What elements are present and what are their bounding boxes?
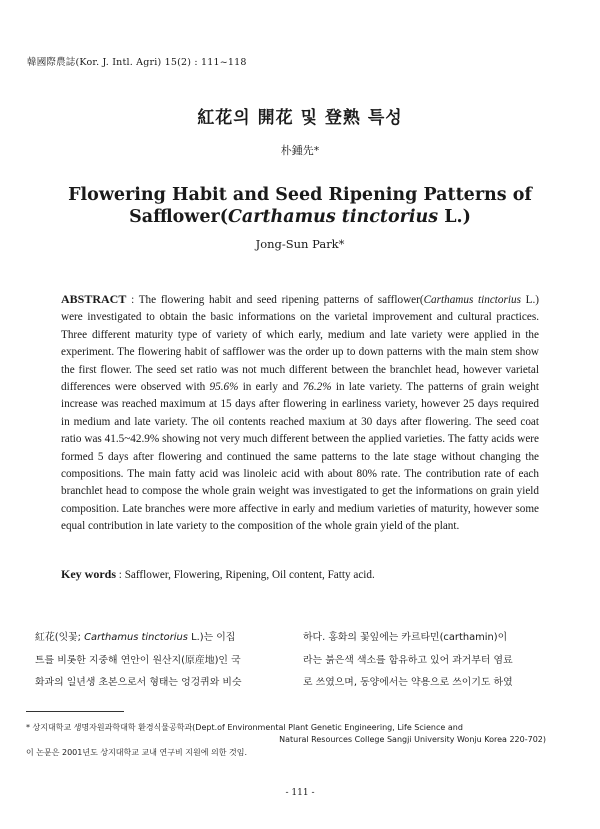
abstract-scientific-name: Carthamus tinctorius bbox=[423, 294, 521, 306]
abstract-label: ABSTRACT bbox=[61, 292, 127, 306]
body-line: 하다. 홍화의 꽃잎에는 카르타민(carthamin)이 bbox=[303, 632, 508, 643]
footnote-funding: 이 논문은 2001년도 상지대학교 교내 연구비 지원에 의한 것임. bbox=[26, 748, 247, 757]
scientific-name: Carthamus tinctorius bbox=[227, 207, 439, 227]
body-line: 화과의 일년생 초본으로서 형태는 엉겅퀴와 비슷 bbox=[35, 677, 242, 689]
footnote-affiliation-cont: Natural Resources College Sangji University Wonju Korea 220-702) bbox=[279, 735, 546, 744]
korean-title: 紅花의 開花 및 登熟 특성 bbox=[197, 108, 403, 128]
keywords-label: Key words bbox=[61, 567, 116, 581]
english-title bbox=[0, 184, 600, 228]
body-line: 로 쓰였으며, 동양에서는 약용으로 쓰이기도 하였 bbox=[303, 677, 513, 689]
body-line: 紅花(잇꽃; Carthamus tinctorius L.)는 이집 bbox=[35, 632, 236, 643]
footnote-divider bbox=[26, 711, 124, 712]
journal-citation: 韓國際農誌(Kor. J. Intl. Agri) 15(2) : 111~118 bbox=[27, 57, 247, 68]
abstract: ABSTRACT : The flowering habit and seed ripening patterns of safflower(Carthamus tinctorius L.) were investigated to obtain the basic informations on the varietal improvement and cultural practices. Three different maturity type of variety of which early, medium and late variety were applied in the experiment. The flowering habit of safflower was the order up to down patterns with the main stem show the first flower. The seed set ratio was not much different between the branchlet head, however varietal differences were observed with 95.6% in early and 76.2% in late variety. The patterns of grain weight increase was reached maximum at 15 days after flowering in earliness variety, however 25 days required in medium and late variety. The oil contents reached maxium at 30 days after flowering. The seed coat ratio was 41.5~42.9% showing not very much different between the applied varieties. The fatty acids were formed 5 days after flowering and continued the same patterns to the late stage without changing the compositions. The main fatty acid was linoleic acid with about 80% rate. The contribution rate of each branchlet head to compose the whole grain weight was investigated to get the informations on grain yield composition. Late branches were more affective in early and medium varieties of maturity, however some equal contribution in late variety to the composition of the whole grain yield of the plant. bbox=[61, 292, 540, 533]
english-title-line2: Safflower(Carthamus tinctorius L.) bbox=[129, 207, 471, 227]
body-column-right bbox=[303, 627, 575, 695]
english-author: Jong-Sun Park* bbox=[255, 237, 345, 251]
keywords bbox=[61, 567, 539, 582]
keywords-text: : Safflower, Flowering, Ripening, Oil content, Fatty acid. bbox=[116, 569, 375, 581]
korean-author: 朴鍾先* bbox=[280, 144, 320, 157]
body-line: 라는 붉은색 색소를 함유하고 있어 과거부터 염료 bbox=[303, 654, 513, 666]
body-line: 트를 비롯한 지중해 연안이 원산지(原産地)인 국 bbox=[35, 654, 241, 666]
body-column-left bbox=[35, 627, 297, 695]
footnote-affiliation: * 상지대학교 생명자원과학대학 환경식물공학과(Dept.of Environmental Plant Genetic Engineering, Life Science and bbox=[26, 723, 463, 732]
english-title-line1: Flowering Habit and Seed Ripening Patterns of bbox=[68, 185, 532, 205]
page-number: - 111 - bbox=[285, 788, 315, 798]
